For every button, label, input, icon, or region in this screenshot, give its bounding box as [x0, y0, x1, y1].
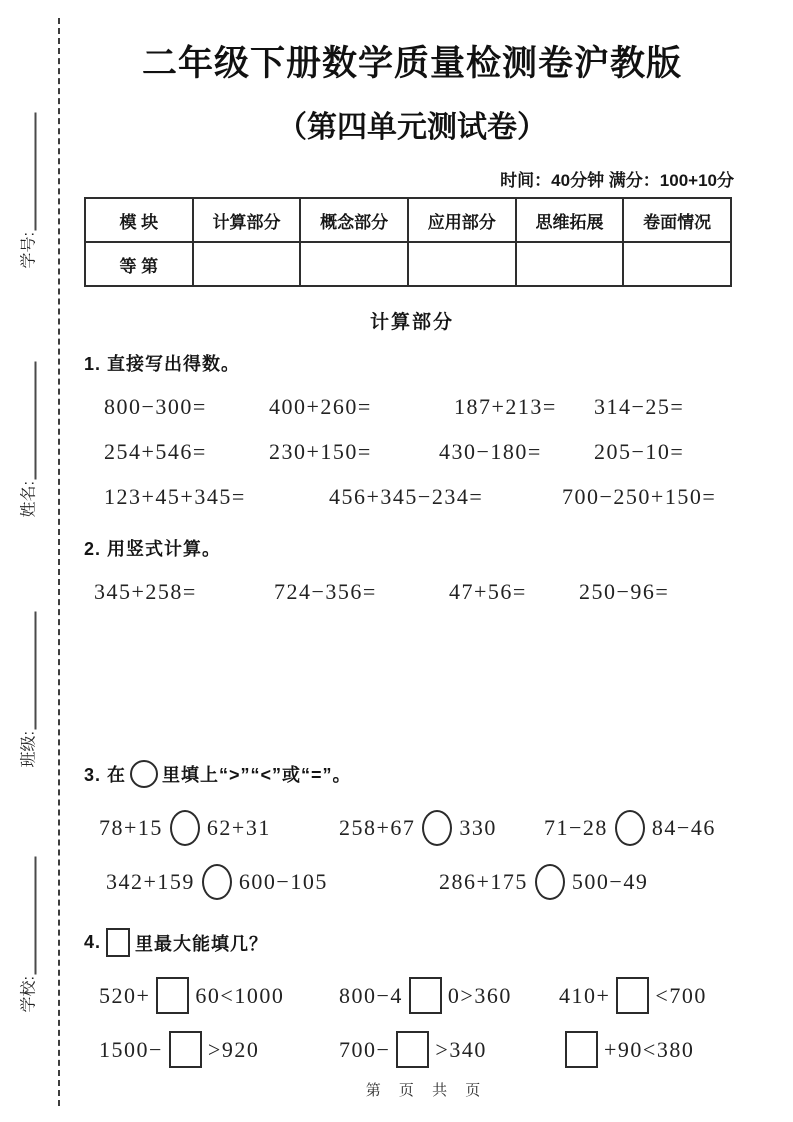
expression-left: 520+: [99, 982, 151, 1008]
q1-row1: [84, 386, 740, 431]
score-header-neatness: 卷面情况: [623, 198, 731, 242]
answer-circle: [535, 864, 565, 900]
q3-heading-pre: 3. 在: [84, 765, 127, 785]
answer-circle: [170, 810, 200, 846]
q1-row3: [84, 476, 740, 521]
equation: 700−250+150=: [562, 484, 717, 509]
page-footer: 第 页 共 页: [365, 1082, 488, 1099]
equation: 400+260=: [269, 394, 372, 419]
class-blank-line: [17, 611, 37, 729]
equation: 230+150=: [269, 439, 372, 464]
q4-heading-pre: 4.: [84, 932, 102, 952]
student-name-field: [12, 333, 42, 518]
q3-heading-post: 里填上“>”“<”或“=”。: [162, 765, 352, 785]
expression-right: 500−49: [571, 869, 649, 894]
grade-row-label: 等 第: [85, 242, 193, 286]
equation: 254+546=: [104, 439, 207, 464]
answer-box: [396, 1031, 429, 1068]
vertical-calculation-workspace: [84, 616, 740, 744]
expression-right: <700: [655, 982, 707, 1008]
score-header-concept: 概念部分: [300, 198, 408, 242]
answer-box: [409, 977, 442, 1014]
comparison-item: [544, 810, 716, 846]
section-title: 计算部分: [369, 312, 454, 333]
page-title: 二年级下册数学质量检测卷沪教版: [141, 44, 682, 83]
score-cell: [300, 242, 408, 286]
score-header-calculation: 计算部分: [193, 198, 301, 242]
expression-left: 700−: [339, 1036, 391, 1062]
student-name-label: 姓名:: [20, 481, 37, 518]
score-cell: [516, 242, 624, 286]
score-table-grade-row: [85, 242, 731, 286]
expression-left: 258+67: [339, 815, 416, 840]
expression-right: >920: [207, 1036, 260, 1062]
score-header-application: 应用部分: [408, 198, 516, 242]
equation: 345+258=: [94, 579, 197, 604]
expression-left: 78+15: [99, 815, 163, 840]
equation: 123+45+345=: [104, 484, 246, 509]
equation: 250−96=: [579, 579, 670, 604]
answer-circle: [202, 864, 232, 900]
circle-blank-icon: [130, 760, 158, 788]
square-blank-icon: [106, 928, 130, 957]
school-label: 学校:: [20, 976, 37, 1013]
answer-circle: [422, 810, 452, 846]
fill-blank-item: [99, 1031, 259, 1068]
fill-blank-item: [339, 977, 512, 1014]
q4-row2: [84, 1027, 740, 1081]
equation: 430−180=: [439, 439, 542, 464]
answer-box: [156, 977, 189, 1014]
expression-right: +90<380: [604, 1036, 695, 1062]
answer-circle: [615, 810, 645, 846]
fill-blank-item: [339, 1031, 487, 1068]
school-blank-line: [17, 856, 37, 974]
answer-box: [565, 1031, 598, 1068]
equation: 800−300=: [104, 394, 207, 419]
equation: 314−25=: [594, 394, 685, 419]
expression-left: 800−4: [339, 982, 403, 1008]
q4-row1: [84, 973, 740, 1027]
score-cell: [408, 242, 516, 286]
student-id-label: 学号:: [20, 232, 37, 269]
score-table: [84, 197, 732, 287]
expression-left: 410+: [559, 982, 611, 1008]
student-name-blank-line: [17, 361, 37, 479]
school-field: [12, 828, 42, 1013]
comparison-item: [99, 810, 271, 846]
expression-right: 62+31: [206, 815, 271, 840]
expression-right: 0>360: [447, 982, 512, 1008]
equation: 456+345−234=: [329, 484, 484, 509]
q4-heading-post: 里最大能填几？: [135, 933, 269, 954]
answer-box: [169, 1031, 202, 1068]
expression-right: 330: [459, 815, 497, 840]
score-cell: [193, 242, 301, 286]
expression-left: 286+175: [439, 869, 528, 894]
equation: 47+56=: [449, 579, 527, 604]
equation: 205−10=: [594, 439, 685, 464]
comparison-item: [439, 864, 648, 900]
expression-right: >340: [435, 1036, 487, 1062]
expression-left: 342+159: [106, 869, 195, 894]
class-field: [12, 583, 42, 768]
expression-left: 1500−: [99, 1036, 163, 1062]
fill-blank-item: [559, 977, 707, 1014]
equation: 187+213=: [454, 394, 557, 419]
expression-right: 60<1000: [195, 982, 285, 1008]
q1-row2: [84, 431, 740, 476]
q2-row: [84, 571, 740, 616]
class-label: 班级:: [20, 731, 37, 768]
score-header-module: 模 块: [85, 198, 193, 242]
equation: 724−356=: [274, 579, 377, 604]
answer-box: [616, 977, 649, 1014]
score-cell: [623, 242, 731, 286]
worksheet-content: [84, 0, 740, 1081]
dashed-cut-line: [58, 18, 60, 1106]
q3-row2: [84, 860, 740, 914]
student-id-blank-line: [17, 112, 37, 230]
q3-row1: [84, 806, 740, 860]
exam-info-line: 时间：40分钟 满分：100+10分: [500, 171, 734, 190]
fill-blank-item: [99, 977, 284, 1014]
question3-heading: [84, 760, 740, 788]
expression-right: 84−46: [651, 815, 716, 840]
expression-right: 600−105: [238, 869, 328, 894]
student-id-field: [12, 84, 42, 269]
comparison-item: [106, 864, 328, 900]
score-table-header-row: [85, 198, 731, 242]
question4-heading: [84, 928, 740, 957]
fill-blank-item: [559, 1031, 694, 1068]
score-header-thinking: 思维拓展: [516, 198, 624, 242]
expression-left: 71−28: [544, 815, 608, 840]
question2-heading: 2. 用竖式计算。: [84, 539, 222, 559]
question1-heading: 1. 直接写出得数。: [84, 354, 241, 374]
comparison-item: [339, 810, 497, 846]
page-subtitle: （第四单元测试卷）: [277, 111, 547, 144]
